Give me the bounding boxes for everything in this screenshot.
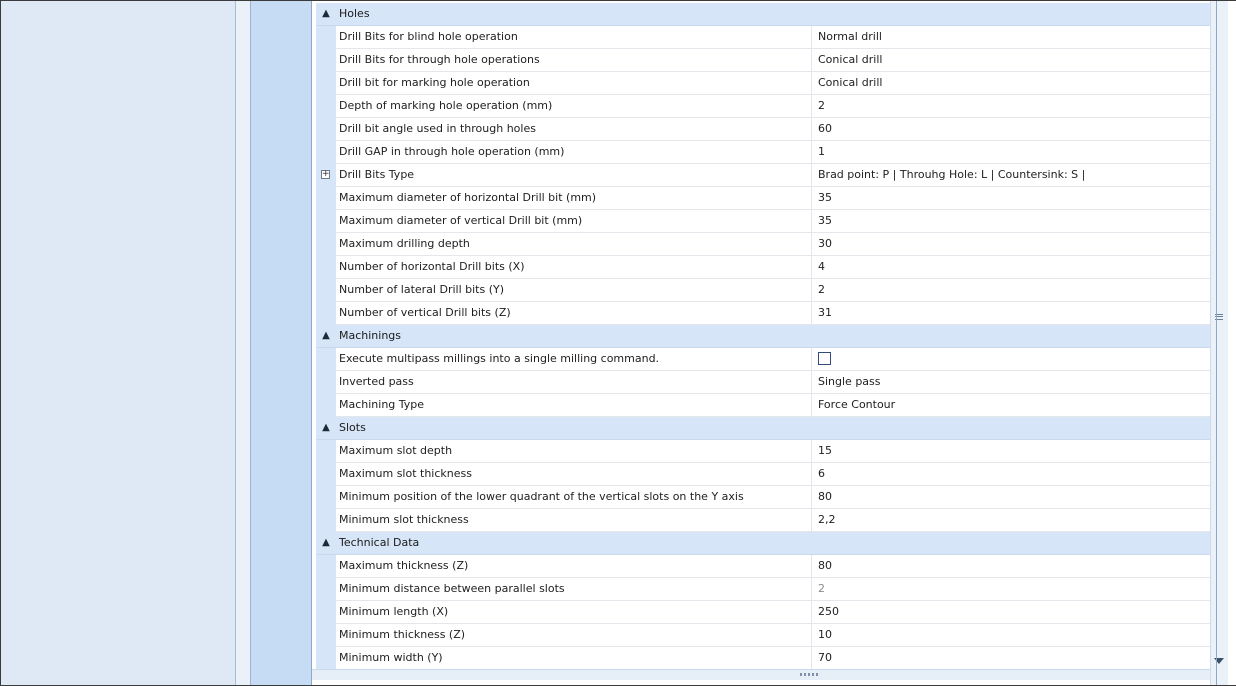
property-name: Maximum thickness (Z) (339, 555, 812, 577)
row-gutter (316, 463, 336, 486)
collapse-arrow-icon[interactable]: ▲ (322, 8, 330, 19)
row-gutter (316, 486, 336, 509)
property-value[interactable]: 4 (818, 260, 825, 273)
property-value: 2 (818, 582, 825, 595)
row-gutter (316, 624, 336, 647)
property-name: Maximum slot depth (339, 440, 812, 462)
row-gutter (316, 555, 336, 578)
property-row[interactable] (316, 187, 1210, 210)
row-gutter (316, 118, 336, 141)
grid-border-right (1216, 1, 1217, 685)
row-gutter (316, 647, 336, 670)
margin-band (251, 1, 311, 685)
property-row[interactable] (316, 601, 1210, 624)
row-gutter (316, 233, 336, 256)
property-row[interactable] (316, 164, 1210, 187)
property-name: Maximum diameter of horizontal Drill bit (mm) (339, 187, 812, 209)
property-value[interactable]: Normal drill (818, 30, 882, 43)
property-value[interactable]: Force Contour (818, 398, 896, 411)
property-value[interactable]: 31 (818, 306, 832, 319)
property-value[interactable]: 80 (818, 559, 832, 572)
property-name: Number of horizontal Drill bits (X) (339, 256, 812, 278)
property-row[interactable] (316, 555, 1210, 578)
property-row[interactable] (316, 624, 1210, 647)
category-technical-data[interactable] (316, 532, 1210, 555)
property-row[interactable] (316, 95, 1210, 118)
row-gutter (316, 95, 336, 118)
row-gutter (316, 578, 336, 601)
property-checkbox[interactable] (818, 352, 831, 365)
property-name: Minimum width (Y) (339, 647, 812, 669)
row-gutter (316, 371, 336, 394)
property-value[interactable]: Single pass (818, 375, 881, 388)
row-gutter (316, 49, 336, 72)
property-value[interactable]: 35 (818, 191, 832, 204)
property-value[interactable]: 70 (818, 651, 832, 664)
category-label: Slots (339, 421, 366, 434)
property-value[interactable]: 80 (818, 490, 832, 503)
property-name: Machining Type (339, 394, 812, 416)
property-grid (312, 1, 1236, 685)
row-gutter (316, 187, 336, 210)
property-name: Drill GAP in through hole operation (mm) (339, 141, 812, 163)
collapse-arrow-icon[interactable]: ▲ (322, 537, 330, 548)
property-row[interactable] (316, 440, 1210, 463)
resize-bar[interactable] (312, 669, 1210, 680)
left-panel (1, 1, 235, 685)
collapse-arrow-icon[interactable]: ▲ (322, 422, 330, 433)
row-gutter (316, 164, 336, 187)
property-value[interactable]: 6 (818, 467, 825, 480)
row-gutter (316, 601, 336, 624)
property-value[interactable]: 2 (818, 99, 825, 112)
collapse-arrow-icon[interactable]: ▲ (322, 330, 330, 341)
property-value[interactable]: Conical drill (818, 53, 883, 66)
property-row[interactable] (316, 141, 1210, 164)
row-gutter (316, 26, 336, 49)
vertical-scrollbar[interactable] (1210, 1, 1228, 685)
property-name: Drill Bits Type (339, 164, 812, 186)
property-row[interactable] (316, 371, 1210, 394)
row-gutter (316, 440, 336, 463)
property-row[interactable] (316, 348, 1210, 371)
property-value[interactable]: 60 (818, 122, 832, 135)
property-name: Number of vertical Drill bits (Z) (339, 302, 812, 324)
property-name: Drill bit angle used in through holes (339, 118, 812, 140)
row-gutter (316, 141, 336, 164)
row-gutter (316, 72, 336, 95)
side-strip (236, 1, 250, 685)
category-holes[interactable] (316, 3, 1210, 26)
property-value[interactable]: 2,2 (818, 513, 836, 526)
expand-plus-icon[interactable]: + (322, 169, 330, 179)
category-label: Holes (339, 7, 370, 20)
property-row[interactable] (316, 72, 1210, 95)
property-name: Number of lateral Drill bits (Y) (339, 279, 812, 301)
property-row[interactable] (316, 118, 1210, 141)
property-row[interactable] (316, 578, 1210, 601)
property-value[interactable]: 30 (818, 237, 832, 250)
property-name: Maximum diameter of vertical Drill bit (mm) (339, 210, 812, 232)
property-row[interactable] (316, 256, 1210, 279)
resize-grip-icon[interactable] (800, 673, 820, 676)
property-row[interactable] (316, 394, 1210, 417)
property-value[interactable]: 250 (818, 605, 839, 618)
property-row[interactable] (316, 647, 1210, 670)
property-row[interactable] (316, 233, 1210, 256)
property-value[interactable]: Conical drill (818, 76, 883, 89)
property-name: Maximum slot thickness (339, 463, 812, 485)
row-gutter (316, 348, 336, 371)
property-name: Minimum distance between parallel slots (339, 578, 812, 600)
property-name: Minimum thickness (Z) (339, 624, 812, 646)
property-value[interactable]: 2 (818, 283, 825, 296)
category-label: Technical Data (339, 536, 420, 549)
property-name: Inverted pass (339, 371, 812, 393)
property-name: Drill Bits for blind hole operation (339, 26, 812, 48)
property-row[interactable] (316, 509, 1210, 532)
row-gutter (316, 302, 336, 325)
property-value[interactable]: 15 (818, 444, 832, 457)
row-gutter (316, 394, 336, 417)
category-label: Machinings (339, 329, 402, 342)
row-gutter (316, 509, 336, 532)
property-name: Execute multipass millings into a single milling command. (339, 348, 812, 370)
property-name: Maximum drilling depth (339, 233, 812, 255)
property-value[interactable]: 1 (818, 145, 825, 158)
property-rows (316, 3, 1210, 670)
property-row[interactable] (316, 302, 1210, 325)
property-value[interactable]: 10 (818, 628, 832, 641)
property-row[interactable] (316, 26, 1210, 49)
property-name: Drill Bits for through hole operations (339, 49, 812, 71)
property-row[interactable] (316, 486, 1210, 509)
property-value[interactable]: Brad point: P | Throuhg Hole: L | Countersink: S | (818, 168, 1086, 181)
row-gutter (316, 210, 336, 233)
property-name: Minimum slot thickness (339, 509, 812, 531)
property-row[interactable] (316, 49, 1210, 72)
property-value[interactable]: 35 (818, 214, 832, 227)
property-name: Minimum position of the lower quadrant of the vertical slots on the Y axis (339, 486, 812, 508)
property-row[interactable] (316, 279, 1210, 302)
category-machinings[interactable] (316, 325, 1210, 348)
row-gutter (316, 279, 336, 302)
property-row[interactable] (316, 210, 1210, 233)
property-name: Depth of marking hole operation (mm) (339, 95, 812, 117)
category-slots[interactable] (316, 417, 1210, 440)
property-row[interactable] (316, 463, 1210, 486)
row-gutter (316, 256, 336, 279)
property-name: Drill bit for marking hole operation (339, 72, 812, 94)
property-name: Minimum length (X) (339, 601, 812, 623)
